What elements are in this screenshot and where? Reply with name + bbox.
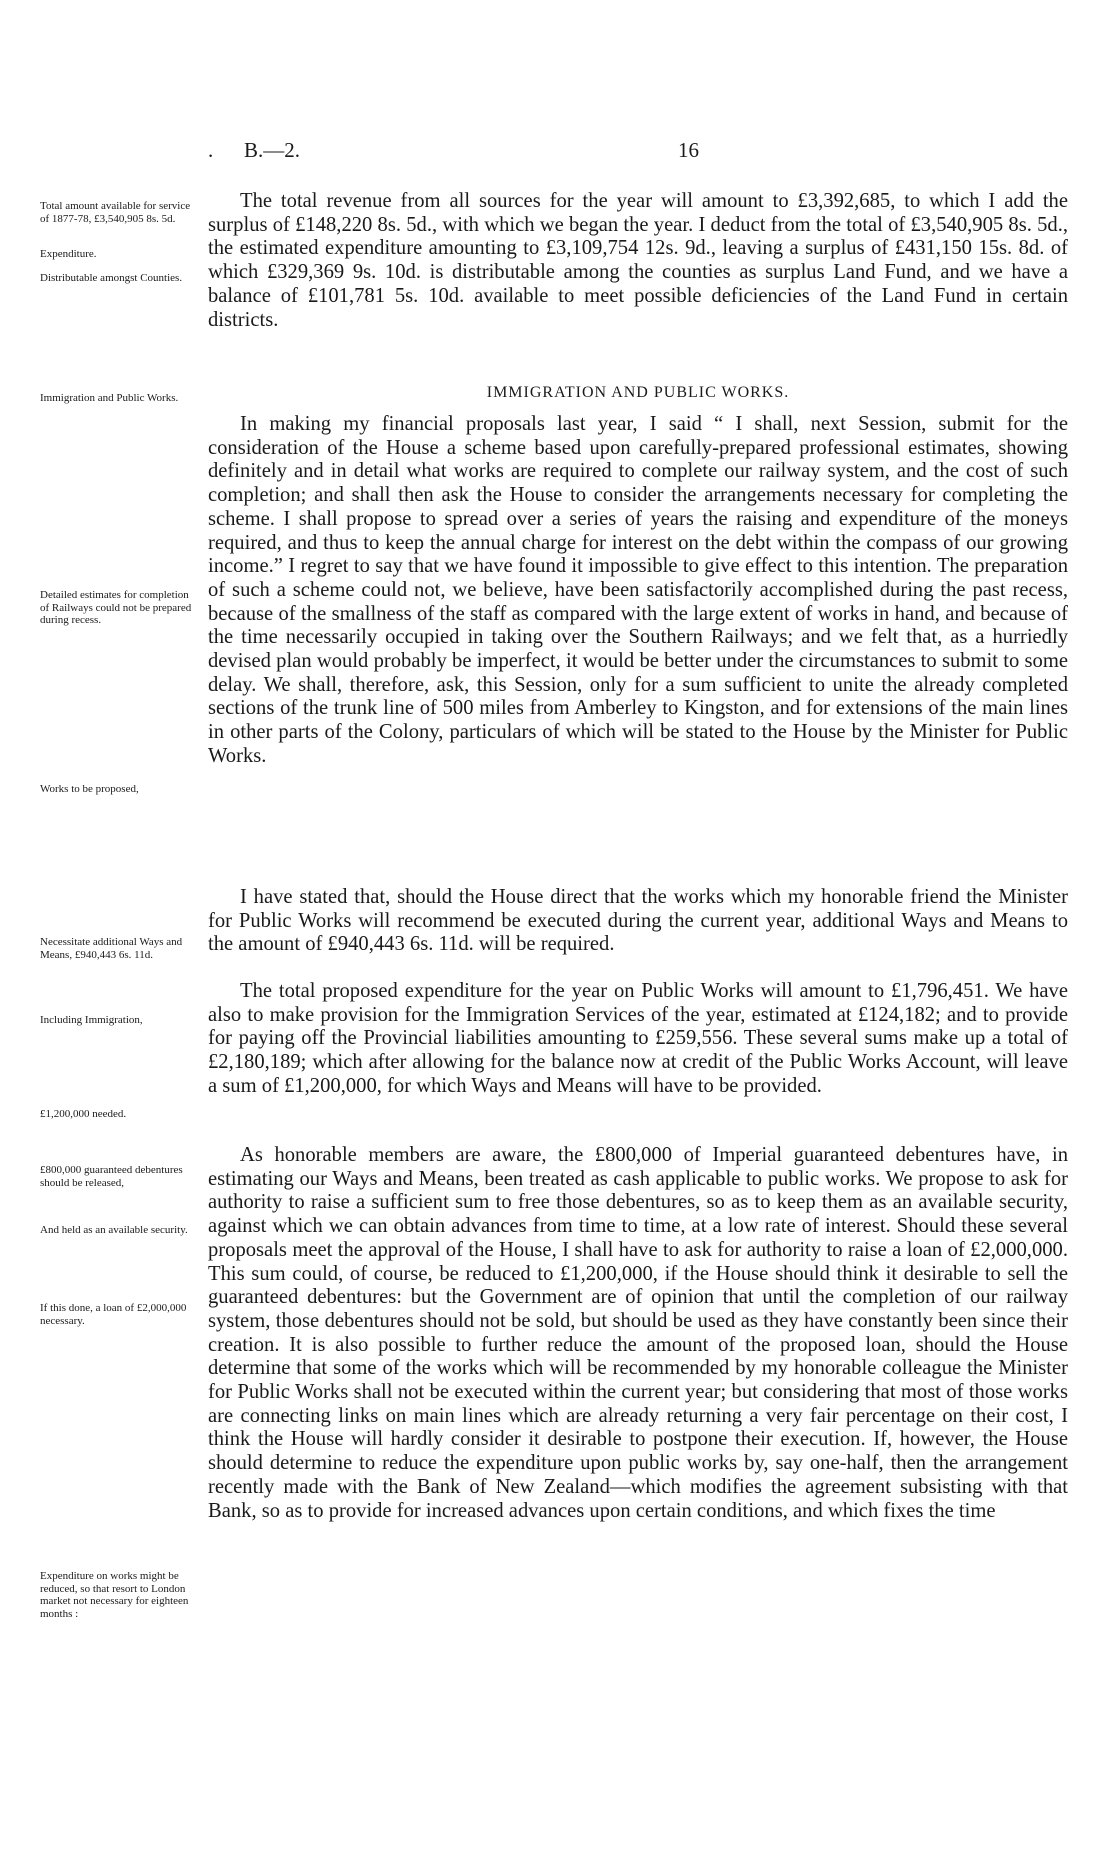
margin-note-immigration-works: Immigration and Public Works. bbox=[40, 392, 179, 404]
paragraph-revenue: The total revenue from all sources for the year will amount to £3,392,685, to which I add the surplus of £148,220 8s. 5d., with which we began the year. I deduct from the total of £3,540,905 8s. 5d., the estimated expenditure amounting to £3,109,754 12s. 9d., leaving a surplus of £431,150 15s. 8d. of which £329,369 9s. 10d. is distributable among the counties as surplus Land Fund, and we have a balance of £101,781 5s. 10d. available to meet possible deficiencies of the Land Fund in certain districts. bbox=[208, 190, 1068, 331]
paragraph-debentures: As honorable members are aware, the £800,000 of Imperial guaranteed debentures have, in estimating our Ways and Means, been treated as cash applicable to public works. We propose to ask for authority to raise a sufficient sum to free those debentures, so as to keep them as an available security, against which we can obtain advances from time to time, at a low rate of interest. Should these several proposals meet the approval of the House, I shall have to ask for authority to raise a loan of £2,000,000. This sum could, of course, be reduced to £1,200,000, if the House should think it desirable to sell the guaranteed debentures: but the Government are of opinion that until the completion of our railway system, those debentures should not be sold, but should be used as they have constantly been since their creation. It is also possible to further reduce the amount of the proposed loan, should the House determine that some of the works which will be recommended by my honorable colleague the Minister for Public Works shall not be executed within the current year; but considering that most of those works are connecting links on main lines which are already returning a very fair percentage on their cost, I think the House will hardly consider it desirable to postpone their execution. If, however, the House should determine to reduce the expenditure upon public works by, say one-half, then the arrangement recently made with the Bank of New Zealand—which modifies the agreement subsisting with that Bank, so as to provide for increased advances upon certain conditions, and which fixes the time bbox=[208, 1144, 1068, 1522]
margin-note-total-available: Total amount available for service of 1877-78, £3,540,905 8s. 5d. bbox=[40, 200, 191, 225]
page-number: 16 bbox=[678, 138, 699, 162]
document-reference: B.—2. bbox=[244, 138, 301, 162]
margin-note-ways-and-means: Necessitate additional Ways and Means, £940,443 6s. 11d. bbox=[40, 936, 183, 961]
page-header bbox=[208, 138, 1068, 170]
margin-note-works-proposed: Works to be proposed, bbox=[40, 783, 139, 795]
margin-note-detailed-estimates: Detailed estimates for completion of Railways could not be prepared during recess. bbox=[40, 589, 192, 626]
margin-note-including-immigration: Including Immigration, bbox=[40, 1014, 143, 1026]
margin-note-guaranteed-debentures: £800,000 guaranteed debentures should be released, bbox=[40, 1164, 183, 1189]
margin-note-expenditure: Expenditure. bbox=[40, 248, 97, 260]
margin-note-expenditure-reduced: Expenditure on works might be reduced, so that resort to London market not necessary for eighteen months : bbox=[40, 1570, 189, 1620]
paragraph-total-expenditure: The total proposed expenditure for the year on Public Works will amount to £1,796,451. We have also to make provision for the Immigration Services of the year, estimated at £124,182; and to provide for paying off the Provincial liabilities amounting to £259,556. These several sums make up a total of £2,180,189; which after allowing for the balance now at credit of the Public Works Account, will leave a sum of £1,200,000, for which Ways and Means will have to be provided. bbox=[208, 980, 1068, 1097]
header-dot: . bbox=[208, 138, 214, 162]
margin-note-needed: £1,200,000 needed. bbox=[40, 1108, 127, 1120]
section-heading: IMMIGRATION AND PUBLIC WORKS. bbox=[486, 384, 790, 401]
margin-note-distributable: Distributable amongst Counties. bbox=[40, 272, 183, 284]
paragraph-additional-ways: I have stated that, should the House direct that the works which my honorable friend the Minister for Public Works will recommend be executed during the current year, additional Ways and Means to the amount of £940,443 6s. 11d. will be required. bbox=[208, 886, 1068, 956]
margin-note-available-security: And held as an available security. bbox=[40, 1224, 188, 1236]
margin-note-loan-necessary: If this done, a loan of £2,000,000 necessary. bbox=[40, 1302, 187, 1327]
paragraph-financial-proposals: In making my financial proposals last year, I said “ I shall, next Session, submit for the consideration of the House a scheme based upon carefully-prepared professional estimates, showing definitely and in detail what works are required to complete our railway system, and the cost of such completion; and shall then ask the House to consider the arrangements necessary for completing the scheme. I shall propose to spread over a series of years the raising and expenditure of the moneys required, and thus to keep the annual charge for interest on the debt within the compass of our growing income.” I regret to say that we have found it impossible to give effect to this intention. The preparation of such a scheme could not, we believe, have been satisfactorily accomplished during the past recess, because of the smallness of the staff as compared with the large extent of works in hand, and because of the time necessarily occupied in taking over the Southern Railways; and we felt that, as a hurriedly devised plan would probably be imperfect, it would be better under the circumstances to submit to some delay. We shall, therefore, ask, this Session, only for a sum sufficient to unite the already completed sections of the trunk line of 500 miles from Amberley to Kingston, and for extensions of the main lines in other parts of the Colony, particulars of which will be stated to the House by the Minister for Public Works. bbox=[208, 413, 1068, 767]
